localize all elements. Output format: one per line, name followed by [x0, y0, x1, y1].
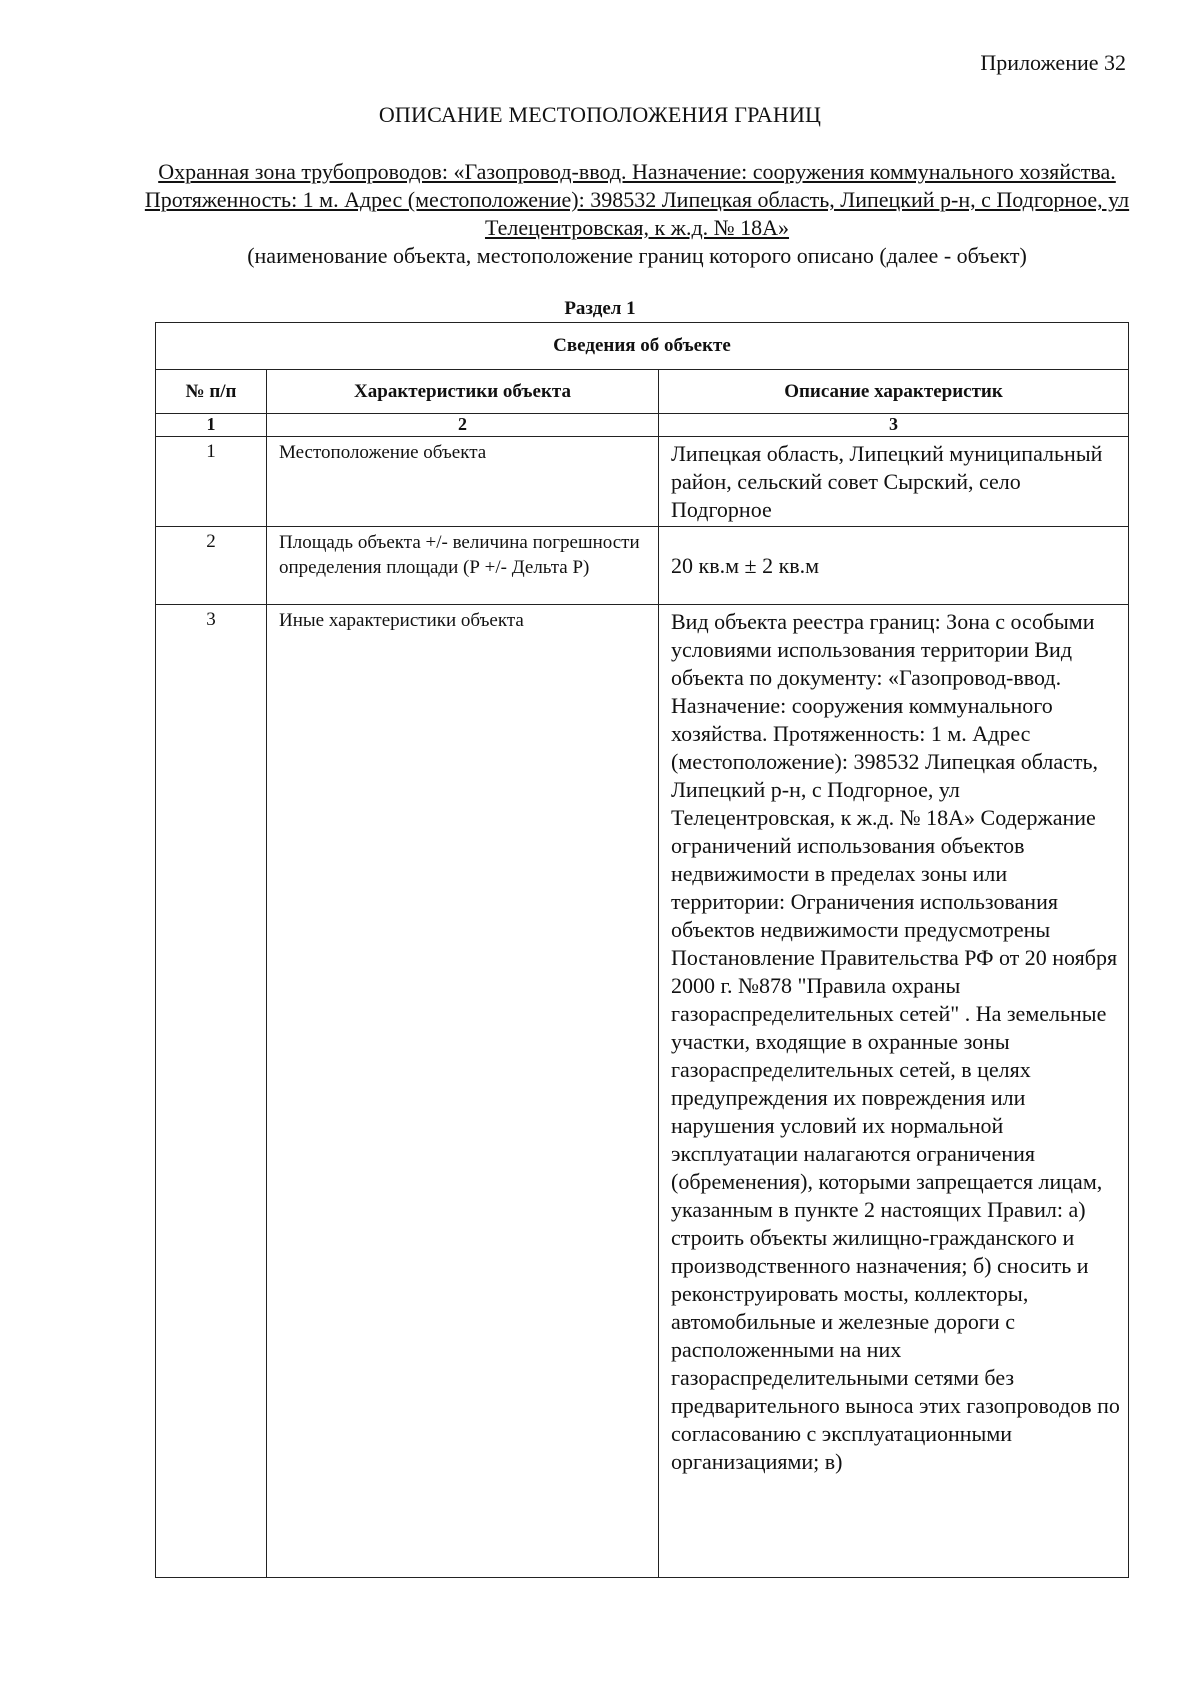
table-caption-row — [156, 323, 1129, 370]
column-number: 2 — [267, 414, 659, 437]
row-characteristic: Иные характеристики объекта — [267, 605, 659, 1578]
appendix-label: Приложение 32 — [980, 50, 1126, 75]
table-row — [156, 527, 1129, 605]
table-row — [156, 605, 1129, 1578]
row-description: 20 кв.м ± 2 кв.м — [659, 527, 1129, 605]
object-caption: (наименование объекта, местоположение границ которого описано (далее - объект) — [247, 243, 1027, 268]
row-number: 1 — [156, 437, 267, 527]
table-header-row — [156, 370, 1129, 414]
object-name: Охранная зона трубопроводов: «Газопровод-ввод. Назначение: сооружения коммунального хозяйства. Протяженность: 1 м. Адрес (местоположение): 398532 Липецкая область, Липецкий р-н, с Подгорное, ул Телецентровская, к ж.д. № 18А» — [144, 159, 1130, 240]
table-row — [156, 437, 1129, 527]
row-description: Вид объекта реестра границ: Зона с особыми условиями использования территории Вид объекта по документу: «Газопровод-ввод. Назначение: сооружения коммунального хозяйства. Протяженность: 1 м. Адрес (местоположение): 398532 Липецкая область, Липецкий р-н, с Подгорное, ул Телецентровская, к ж.д. № 18А» Содержание ограничений использования объектов недвижимости в пределах зоны или территории: Ограничения использования объектов недвижимости предусмотрены Постановление Правительства РФ от 20 ноября 2000 г. №878 "Правила охраны газораспределительных сетей" . На земельные участки, входящие в охранные зоны газораспределительных сетей, в целях предупреждения их повреждения или нарушения условий их нормальной эксплуатации налагаются ограничения (обременения), которыми запрещается лицам, указанным в пункте 2 настоящих Правил: а) строить объекты жилищно-гражданского и производственного назначения; б) сносить и реконструировать мосты, коллекторы, автомобильные и железные дороги с расположенными на них газораспределительными сетями без предварительного выноса этих газопроводов по согласованию с эксплуатационными организациями; в) — [659, 605, 1129, 1578]
column-number: 3 — [659, 414, 1129, 437]
row-number: 3 — [156, 605, 267, 1578]
row-characteristic: Местоположение объекта — [267, 437, 659, 527]
row-description: Липецкая область, Липецкий муниципальный район, сельский совет Сырский, село Подгорное — [659, 437, 1129, 527]
row-number: 2 — [156, 527, 267, 605]
row-characteristic: Площадь объекта +/- величина погрешности определения площади (Р +/- Дельта Р) — [267, 527, 659, 605]
column-header-characteristic: Характеристики объекта — [267, 370, 659, 414]
table-caption: Сведения об объекте — [156, 323, 1129, 370]
document-title: ОПИСАНИЕ МЕСТОПОЛОЖЕНИЯ ГРАНИЦ — [378, 102, 822, 127]
object-info-table — [155, 322, 1129, 1578]
column-header-number: № п/п — [156, 370, 267, 414]
column-number: 1 — [156, 414, 267, 437]
section-title: Раздел 1 — [564, 298, 636, 319]
column-header-description: Описание характеристик — [659, 370, 1129, 414]
column-number-row — [156, 414, 1129, 437]
